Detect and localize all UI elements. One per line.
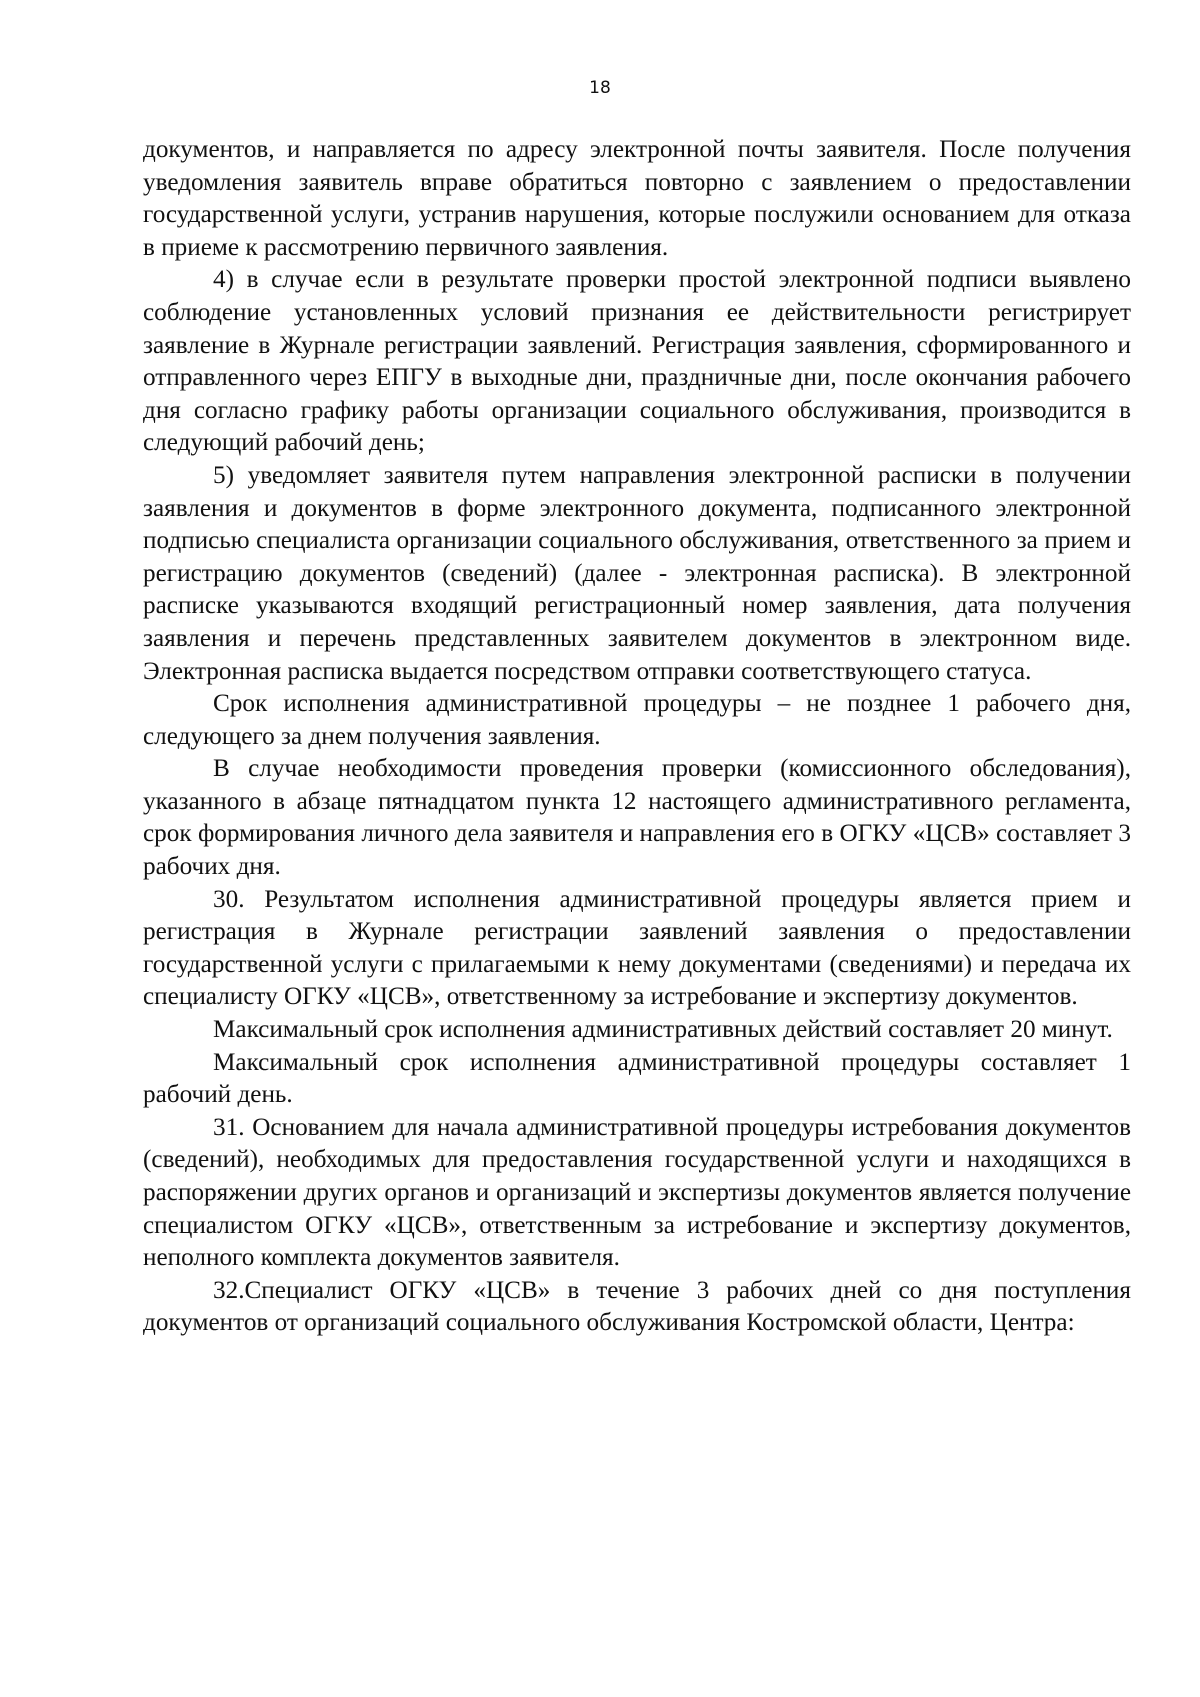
paragraph-30: 30. Результатом исполнения административной процедуры является прием и регистрация в Журнале регистрации заявлений заявления о предоставлении государственной услуги с прилагаемыми к нему документами (сведениями) и передача их специалисту ОГКУ «ЦСВ», ответственному за истребование и экспертизу документов.: [143, 885, 1131, 1011]
paragraph-deadline: Срок исполнения административной процедуры – не позднее 1 рабочего дня, следующего за днем получения заявления.: [143, 690, 1131, 750]
paragraph-31: 31. Основанием для начала административной процедуры истребования документов (сведений), необходимых для предоставления государственной услуги и находящихся в распоряжении других органов и организаций и экспертизы документов является получение специалистом ОГКУ «ЦСВ», ответственным за истребование и экспертизу документов, неполного комплекта документов заявителя.: [143, 1113, 1131, 1272]
paragraph-max-procedure-time: Максимальный срок исполнения административной процедуры составляет 1 рабочий день.: [143, 1048, 1131, 1109]
paragraph-inspection: В случае необходимости проведения проверки (комиссионного обследования), указанного в абзаце пятнадцатом пункта 12 настоящего административного регламента, срок формирования личного дела заявителя и направления его в ОГКУ «ЦСВ» составляет 3 рабочих дня.: [143, 755, 1131, 881]
paragraph-item-5: 5) уведомляет заявителя путем направления электронной расписки в получении заявления и документов в форме электронного документа, подписанного электронной подписью специалиста организации социального обслуживания, ответственного за прием и регистрацию документов (сведений) (далее - электронная расписка). В электронной расписке указываются входящий регистрационный номер заявления, дата получения заявления и перечень представленных заявителем документов в электронном виде. Электронная расписка выдается посредством отправки соответствующего статуса.: [143, 461, 1131, 685]
paragraph-continuation: документов, и направляется по адресу электронной почты заявителя. После получения уведомления заявитель вправе обратиться повторно с заявлением о предоставлении государственной услуги, устранив нарушения, которые послужили основанием для отказа в приеме к рассмотрению первичного заявления.: [143, 136, 1131, 261]
page-number: 18: [589, 78, 611, 98]
paragraph-max-actions-time: Максимальный срок исполнения административных действий составляет 20 минут.: [213, 1016, 1113, 1044]
paragraph-item-4: 4) в случае если в результате проверки простой электронной подписи выявлено соблюдение установленных условий признания ее действительности регистрирует заявление в Журнале регистрации заявлений. Регистрация заявления, сформированного и отправленного через ЕПГУ в выходные дни, праздничные дни, после окончания рабочего дня согласно графику работы организации социального обслуживания, производится в следующий рабочий день;: [143, 266, 1131, 457]
document-body: [143, 134, 1131, 1340]
paragraph-32: 32.Специалист ОГКУ «ЦСВ» в течение 3 рабочих дней со дня поступления документов от организаций социального обслуживания Костромской области, Центра:: [143, 1276, 1131, 1337]
